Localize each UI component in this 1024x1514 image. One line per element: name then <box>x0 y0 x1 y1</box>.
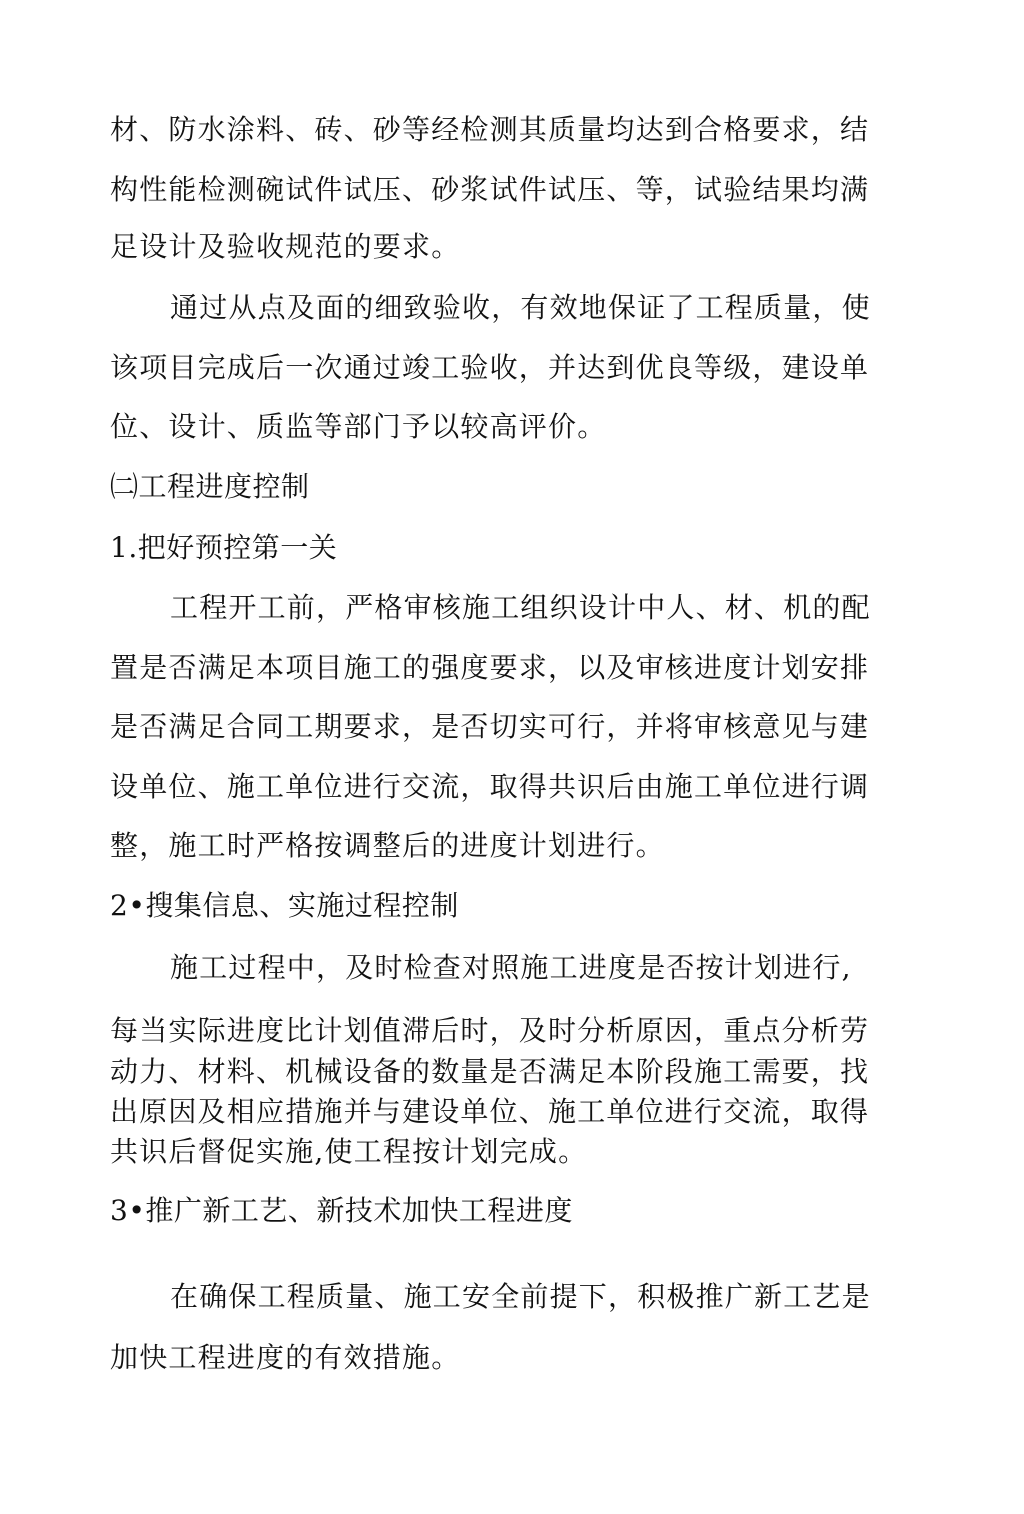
subsection-heading: 2•搜集信息、实施过程控制 <box>110 889 459 922</box>
paragraph-line: 动力、材料、机械设备的数量是否满足本阶段施工需要，找 <box>110 1055 870 1088</box>
paragraph-line: 置是否满足本项目施工的强度要求，以及审核进度计划安排 <box>110 651 870 684</box>
paragraph-line: 共识后督促实施,使工程按计划完成。 <box>110 1135 588 1168</box>
section-heading: ㈡工程进度控制 <box>110 470 310 503</box>
paragraph-line: 加快工程进度的有效措施。 <box>110 1341 461 1374</box>
paragraph-line: 构性能检测碗试件试压、砂浆试件试压、等，试验结果均满 <box>110 173 870 206</box>
paragraph-line: 通过从点及面的细致验收，有效地保证了工程质量，使 <box>170 291 871 324</box>
paragraph-line: 整，施工时严格按调整后的进度计划进行。 <box>110 829 665 862</box>
subsection-heading: 1.把好预控第一关 <box>110 531 338 564</box>
paragraph-line: 足设计及验收规范的要求。 <box>110 230 461 263</box>
paragraph-line: 位、设计、质监等部门予以较高评价。 <box>110 410 607 443</box>
paragraph-line: 工程开工前，严格审核施工组织设计中人、材、机的配 <box>170 591 871 624</box>
paragraph-line: 该项目完成后一次通过竣工验收，并达到优良等级，建设单 <box>110 351 870 384</box>
subsection-heading: 3•推广新工艺、新技术加快工程进度 <box>110 1194 573 1227</box>
paragraph-line: 施工过程中，及时检查对照施工进度是否按计划进行, <box>170 951 852 984</box>
paragraph-line: 每当实际进度比计划值滞后时，及时分析原因，重点分析劳 <box>110 1014 870 1047</box>
paragraph-line: 是否满足合同工期要求，是否切实可行，并将审核意见与建 <box>110 710 870 743</box>
paragraph-line: 出原因及相应措施并与建设单位、施工单位进行交流，取得 <box>110 1095 870 1128</box>
paragraph-line: 材、防水涂料、砖、砂等经检测其质量均达到合格要求，结 <box>110 113 870 146</box>
paragraph-line: 在确保工程质量、施工安全前提下，积极推广新工艺是 <box>170 1280 871 1313</box>
paragraph-line: 设单位、施工单位进行交流，取得共识后由施工单位进行调 <box>110 770 870 803</box>
